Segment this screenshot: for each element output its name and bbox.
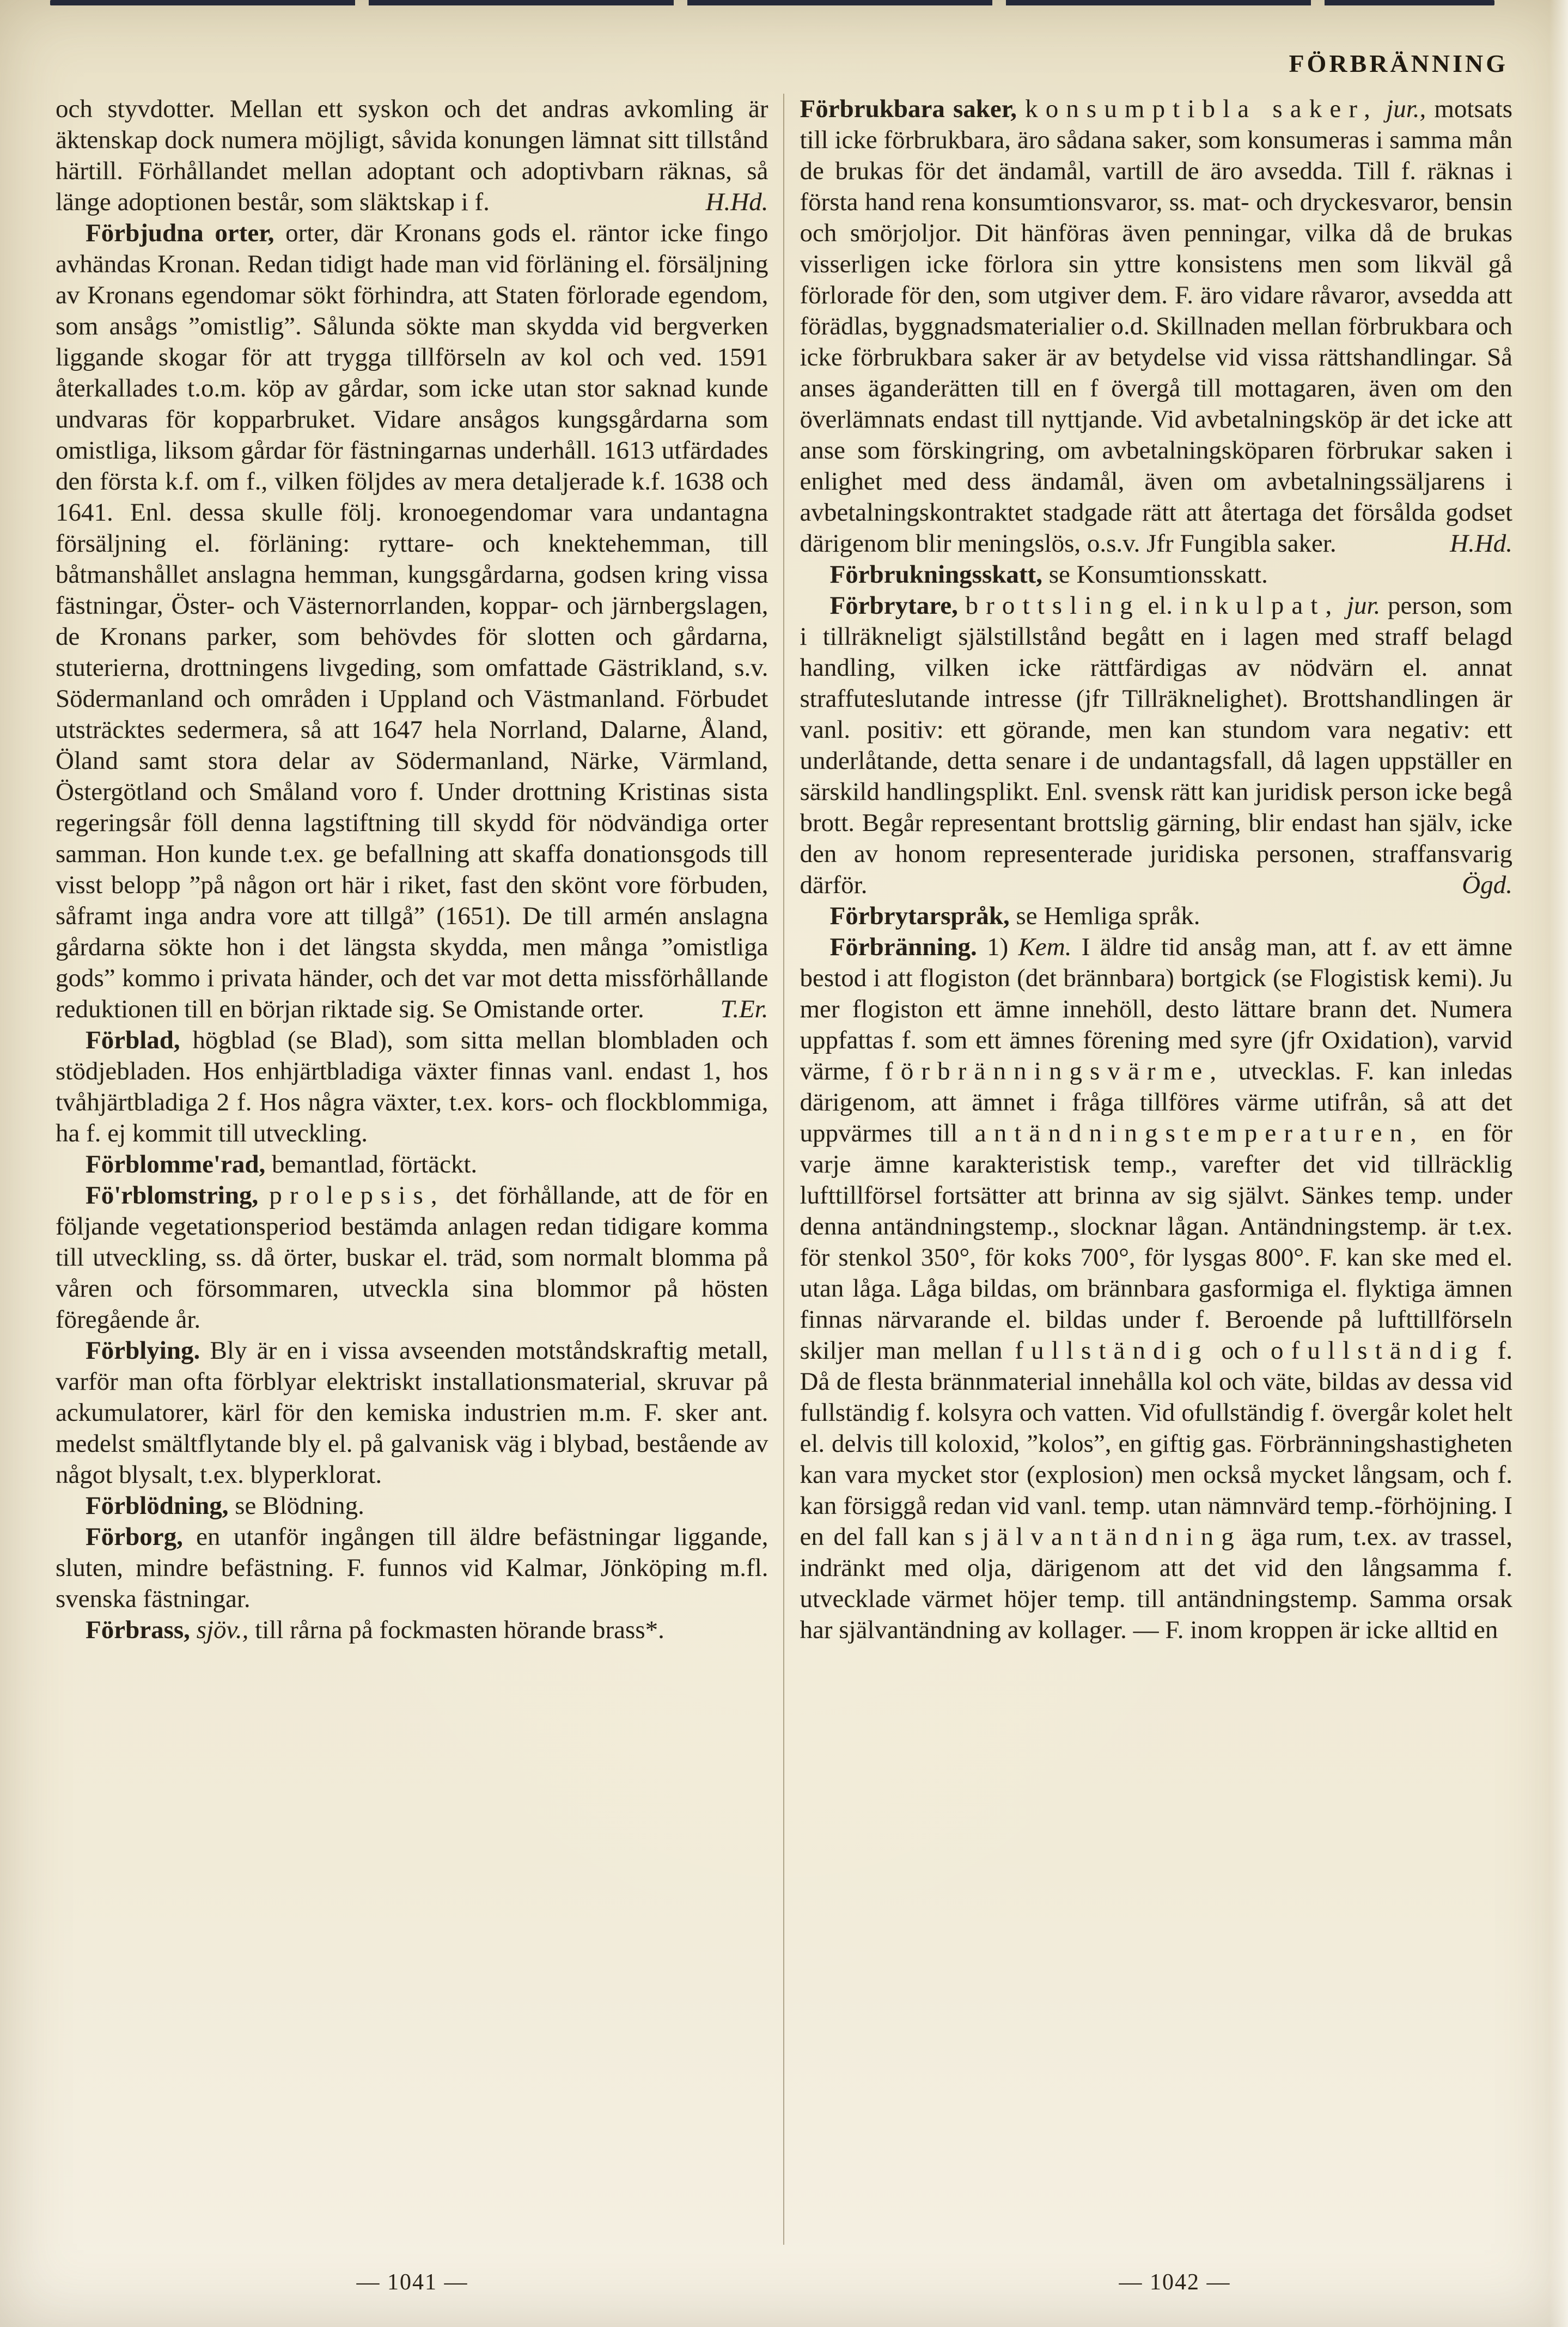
running-head-title: FÖRBRÄNNING (1289, 50, 1508, 77)
entry-text: en utanför ingången till äldre befästningar liggande, sluten, mindre befästning. F. funnos vid Kalmar, Jönköping m.fl. svenska fästningar. (56, 1523, 768, 1613)
entry-text: och styvdotter. Mellan ett syskon och det andras avkomling är äktenskap dock numera möjligt, såvida konungen lämnat sitt tillstånd härtill. Förhållandet mellan adoptant och adoptivbarn räknas, så länge adoptionen består, som släktskap i f. (56, 95, 768, 216)
entry-text: till rårna på fockmasten hörande brass*. (248, 1616, 664, 1644)
entry-text (1378, 95, 1386, 123)
entry-text (1017, 95, 1025, 123)
entry-text: bemantlad, förtäckt. (265, 1150, 478, 1178)
entry-headword: Förbränning. (829, 933, 977, 961)
dictionary-entry (56, 1149, 768, 1180)
entry-headword: Förblödning, (86, 1492, 229, 1520)
page-number-right: — 1042 — (1119, 2270, 1231, 2295)
dictionary-entry (56, 1522, 768, 1615)
dictionary-entry (56, 1491, 768, 1522)
page-number-left: — 1041 — (356, 2270, 468, 2295)
entry-text: högblad (se Blad), som sitta mellan blombladen och stödjebladen. Hos enhjärtbladiga växter finnas vanl. endast 1, hos tvåhjärtbladiga 2 f. Hos några växter, t.ex. kors- och flockblommiga, ha f. ej kommit till utveckling. (56, 1026, 768, 1147)
dictionary-entry (800, 590, 1513, 901)
entry-text (258, 1181, 269, 1210)
entry-text: 1) (977, 933, 1018, 961)
entry-text: konsumptibla saker, (1025, 95, 1378, 123)
column-divider-rule (783, 94, 784, 2245)
entry-text: f. Då de flesta brännmaterial innehålla kol och väte, bildas av dessa vid fullständig f. kolsyra och vatten. Vid ofullständig f. övergår kolet helt el. delvis till koloxid, ”kolos”, en giftig gas. Förbränningshastigheten kan vara mycket stor (explosion) men också mycket långsam, och f. kan försiggå redan vid vanl. temp. utan nämnvärd temp.-förhöjning. I en del fall kan (800, 1336, 1512, 1551)
entry-text: I äldre tid ansåg man, att f. av ett ämne bestod i att flogiston (det brännbara) bortgick (se Flogistisk kemi). Ju mer flogiston ett ämne innehöll, desto lättare brann det. Numera uppfattas f. som ett ämnes förening med syre (jfr Oxidation), varvid värme, (800, 933, 1512, 1085)
entry-headword: Förbrukningsskatt, (829, 560, 1042, 589)
entry-text: se Blödning. (228, 1492, 364, 1520)
entry-text: ofullständig (1271, 1336, 1485, 1365)
entry-text (958, 591, 966, 620)
entry-headword: Förblad, (86, 1026, 180, 1054)
entry-text: och (1209, 1336, 1271, 1365)
entry-text: person, som i tillräkneligt själstillstånd begått en i lagen med straff belagd handling, vilken icke rättfärdigas av nödvärn el. annat straffuteslutande intresse (jfr Tillräknelighet). Brottshandlingen är vanl. positiv: ett görande, men kan stundom vara negativ: ett underlåtande, detta senare i de undantagsfall, då lagen uppställer en särskild handlingsplikt. Enl. svensk rätt kan juridisk person icke begå brott. Begår representant brottslig gärning, blir endast han själv, icke den av honom representerade juridiska personen, straffansvarig därför. (800, 591, 1512, 899)
entry-text: sjöv., (190, 1616, 249, 1644)
dictionary-entry (800, 559, 1513, 590)
right-column (800, 94, 1513, 2244)
entry-signature: H.Hd. (705, 188, 768, 216)
entry-headword: Förbrass, (86, 1616, 190, 1644)
entry-text: utvecklas. F. kan inledas därigenom, att ämnet i fråga tillföres värme utifrån, så att det uppvärmes till (800, 1057, 1512, 1147)
entry-text: självantändning (964, 1523, 1242, 1551)
entry-text: Kem. (1018, 933, 1072, 961)
entry-text: jur. (1346, 591, 1381, 620)
dictionary-entry (56, 94, 768, 218)
entry-text: antändningstemperaturen, (974, 1119, 1424, 1147)
entry-headword: Förbrytare, (829, 591, 958, 620)
dictionary-entry (56, 1615, 768, 1646)
entry-text: äga rum, t.ex. av trassel, indränkt med olja, därigenom att det vid den långsamma f. utvecklade värmet höjer temp. till antändningstemp. Samma orsak har självantändning av kollager. — F. inom kroppen är icke alltid en (800, 1523, 1512, 1644)
entry-headword: Förblomme'rad, (86, 1150, 266, 1178)
entry-text: orter, där Kronans gods el. räntor icke fingo avhändas Kronan. Redan tidigt hade man vid förläning el. försäljning av Kronans egendomar sökt förhindra, att Staten förlorade egendom, som ansågs ”omistlig”. Sålunda sökte man skydda vid bergverken liggande skogar för att trygga tillförseln av kol och ved. 1591 återkallades t.o.m. köp av gårdar, som icke utan stor saknad kunde undvaras för kopparbruket. Vidare ansågos kungsgårdarna som omistliga, liksom gårdar för fästningarnas underhåll. 1613 utfärdades den första k.f. om f., vilken följdes av mera detaljerade k.f. 1638 och 1641. Enl. dessa skulle följ. kronoegendomar vara undantagna försäljning el. förläning: ryttare- och knektehemman, till båtmanshållet anslagna hemman, kungsgårdarna, godsen kring vissa fästningar, Öster- och Västernorrlanden, koppar- och järnbergslagen, de Kronans parker, som behövdes för slotten och gårdarna, stuterierna, drottningens livgeding, som omfattade Gästrikland, s.v. Södermanland och områden i Uppland och Västmanland. Förbudet utsträcktes sedermera, så att 1647 hela Norrland, Dalarne, Åland, Öland samt stora delar av Södermanland, Närke, Värmland, Östergötland och Småland voro f. Under drottning Kristinas sista regeringsår föll denna lagstiftning till skydd för nödvändiga orter samman. Hon kunde t.ex. ge befallning att skaffa donationsgods till visst belopp ”på någon ort här i riket, fast den skönt vore förbuden, såframt inga andra vore att tillgå” (1651). De till armén anslagna gårdarna sökte hon i det längsta skydda, men många ”omistliga gods” kommo i privata händer, och det var mot detta missförhållande reduktionen till en början riktade sig. Se Omistande orter. (56, 219, 768, 1023)
entry-text: en för varje ämne karakteristisk temp., varefter det vid tillräcklig lufttillförsel fortsätter att brinna av sig självt. Sänkes temp. under denna antändningstemp., slocknar lågan. Antändningstemp. är t.ex. för stenkol 350°, för koks 700°, för lysgas 800°. F. kan ske med el. utan låga. Låga bildas, om brännbara gasformiga el. flyktiga ämnen finnas närvarande el. bildas under f. Beroende på lufttillförseln skiljer man mellan (800, 1119, 1512, 1365)
entry-text: Bly är en i vissa avseenden motståndskraftig metall, varför man ofta förblyar elektriskt installationsmaterial, skruvar på ackumulatorer, kärl för den kemiska industrien m.m. F. sker ant. medelst smältflytande bly el. på galvanisk väg i blybad, bestående av något blysalt, t.ex. blyperklorat. (56, 1336, 768, 1489)
entry-headword: Fö'rblomstring, (86, 1181, 259, 1210)
entry-text: se Konsumtionsskatt. (1042, 560, 1268, 589)
entry-text: det förhållande, att de för en följande vegetationsperiod bestämda anlagen redan tidigare komma till utveckling, ss. då örter, buskar el. träd, som normalt blomma på våren och försommaren, utveckla sina blommor på hösten föregående år. (56, 1181, 768, 1334)
entry-headword: Förblying. (86, 1336, 200, 1365)
scan-edge-artifact (50, 0, 1494, 5)
entry-text: jur., (1386, 95, 1426, 123)
entry-headword: Förborg, (86, 1523, 183, 1551)
entry-signature: T.Er. (720, 995, 768, 1023)
entry-text: förbränningsvärme, (884, 1057, 1224, 1085)
dictionary-entry (800, 901, 1513, 932)
entry-text: motsats till icke förbrukbara, äro sådana saker, som konsumeras i samma mån de brukas för det ändamål, vartill de äro avsedda. Till f. räknas i första hand rena konsumtionsvaror, ss. mat- och dryckesvaror, bensin och smörjoljor. Dit hänföras även penningar, vilka då de brukas visserligen icke förlora sin yttre konsistens men som likväl gå förlorade för den, som utgiver dem. F. äro vidare råvaror, avsedda att förädlas, byggnadsmaterialier o.d. Skillnaden mellan förbrukbara och icke förbrukbara saker är av betydelse vid vissa rättshandlingar. Så anses äganderätten till en f övergå till mottagaren, även om den överlämnats endast till nyttjande. Vid avbetalningsköp är det icke att anse som förskingring, om avbetalningsköparen förbrukar saken i enlighet med dess ändamål, även om avbetalningssäljarens i avbetalningskontraktet stadgade rätt att återtaga det försålda godset därigenom blir meningslös, o.s.v. Jfr Fungibla saker. (800, 95, 1512, 558)
left-column (56, 94, 768, 2244)
dictionary-entry (56, 1025, 768, 1149)
entry-text: se Hemliga språk. (1009, 902, 1200, 930)
entry-headword: Förbjudna orter, (86, 219, 274, 247)
entry-text: prolepsis, (269, 1181, 445, 1210)
dictionary-entry (56, 1180, 768, 1335)
entry-headword: Förbrukbara saker, (800, 95, 1017, 123)
entry-text: inkulpat, (1180, 591, 1340, 620)
dictionary-entry (800, 94, 1513, 559)
entry-headword: Förbrytarspråk, (829, 902, 1010, 930)
entry-text: el. (1140, 591, 1180, 620)
entry-text: brottsling (965, 591, 1140, 620)
entry-signature: Ögd. (1462, 871, 1512, 899)
entry-signature: H.Hd. (1450, 529, 1512, 558)
entry-text: fullständig (1015, 1336, 1209, 1365)
dictionary-entry (800, 932, 1513, 1646)
entry-text (1339, 591, 1347, 620)
dictionary-entry (56, 218, 768, 1025)
dictionary-entry (56, 1335, 768, 1491)
